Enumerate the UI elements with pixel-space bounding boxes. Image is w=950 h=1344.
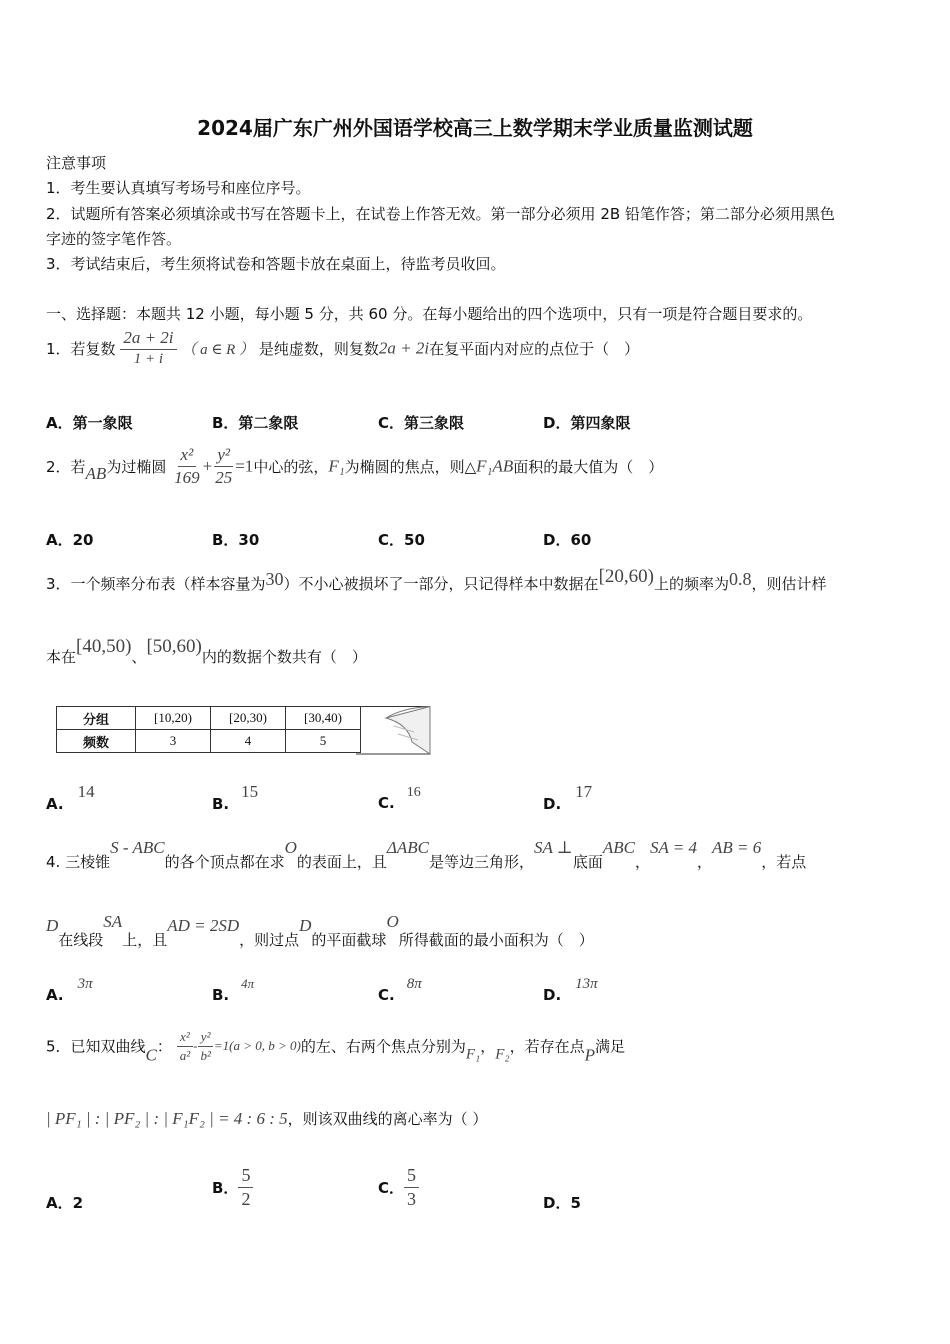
page-title: 2024届广东广州外国语学校高三上数学期末学业质量监测试题 bbox=[197, 116, 753, 140]
torn-corner-icon bbox=[356, 706, 432, 756]
table-row: 频数 3 4 5 bbox=[57, 730, 432, 753]
question-2: 2．若AB为过椭圆 $\frac{\text{x²}}{169}$ + $\frac{\text{y²}}{25}$ =1中心的弦，F₁为椭圆的焦点，则△F₁AB面积的最大值为（ ） bbox=[46, 445, 664, 487]
question-4: 4. 三棱锥S - ABC的各个顶点都在求O的表面上，且ΔABC是等边三角形，SA ⊥底面ABC，SA = 4，AB = 6，若点 bbox=[46, 838, 807, 871]
question-3: 3．一个频率分布表（样本容量为30）不小心被损坏了一部分，只记得样本中数据在[20,60)上的频率为0.8，则估计样 bbox=[46, 566, 827, 593]
fraction: $\frac{5}{3}$ bbox=[404, 1166, 419, 1209]
question-4-line2: D在线段SA上，且AD = 2SD，则过点D的平面截球O所得截面的最小面积为（ ） bbox=[46, 912, 594, 949]
option-b[interactable]: B．30 bbox=[212, 531, 260, 549]
option-a[interactable]: A．20 bbox=[46, 531, 94, 549]
frequency-table bbox=[56, 706, 432, 753]
option-c[interactable]: C.8π bbox=[378, 976, 422, 1004]
option-a[interactable]: A.14 bbox=[46, 782, 95, 813]
question-3-line2: 本在[40,50)、[50,60)内的数据个数共有（ ） bbox=[46, 636, 367, 666]
option-c[interactable]: C． $\frac{5}{3}$ bbox=[378, 1166, 419, 1209]
option-b[interactable]: B． $\frac{5}{2}$ bbox=[212, 1166, 253, 1209]
option-b[interactable]: B.15 bbox=[212, 782, 259, 813]
option-c[interactable]: C．50 bbox=[378, 531, 425, 549]
fraction: $\frac{\text{x²}}{169}$ bbox=[174, 445, 200, 487]
notice-heading: 注意事项 bbox=[46, 154, 107, 172]
fraction: $\frac{5}{2}$ bbox=[238, 1166, 253, 1209]
option-d[interactable]: D.17 bbox=[543, 782, 593, 813]
notice-item: 2．试题所有答案必须填涂或书写在答题卡上，在试卷上作答无效。第一部分必须用 2B 铅笔作答；第二部分必须用黑色 bbox=[46, 205, 835, 223]
table-row: 分组 [10,20) [20,30) [30,40) bbox=[57, 707, 432, 730]
option-d[interactable]: D．第四象限 bbox=[543, 414, 631, 432]
option-b[interactable]: B．第二象限 bbox=[212, 414, 299, 432]
option-c[interactable]: C．第三象限 bbox=[378, 414, 465, 432]
question-1: 1．若复数 $\frac{2a + 2i}{1 + i}$ （ a ∈ R ） 是纯虚数，则复数2a + 2i在复平面内对应的点位于（ ） bbox=[46, 328, 640, 367]
option-d[interactable]: D.13π bbox=[543, 976, 598, 1004]
fraction: $\frac{\text{y²}}{\text{b²}}$ bbox=[197, 1030, 213, 1062]
fraction: $\frac{2a + 2i}{1 + i}$ bbox=[120, 329, 176, 368]
question-5-line2: | PF₁ | : | PF₂ | : | F₁F₂ | = 4 : 6 : 5，则该双曲线的离心率为（ ） bbox=[46, 1109, 488, 1128]
option-d[interactable]: D．60 bbox=[543, 531, 592, 549]
question-5: 5．已知双曲线C： $\frac{\text{x²}}{\text{a²}}$ - $\frac{\text{y²}}{\text{b²}}$ =1(a > 0, b > 0)的左、右两个焦点分别为F₁，F₂，若存在点P满足 bbox=[46, 1029, 626, 1065]
option-a[interactable]: A．第一象限 bbox=[46, 414, 133, 432]
option-c[interactable]: C.16 bbox=[378, 785, 421, 812]
notice-item: 字迹的签字笔作答。 bbox=[46, 230, 182, 248]
notice-item: 3．考试结束后，考生须将试卷和答题卡放在桌面上，待监考员收回。 bbox=[46, 255, 506, 273]
option-a[interactable]: A.3π bbox=[46, 976, 93, 1004]
option-b[interactable]: B.4π bbox=[212, 976, 255, 1004]
fraction: $\frac{\text{y²}}{25}$ bbox=[215, 445, 233, 487]
option-d[interactable]: D．5 bbox=[543, 1194, 581, 1212]
section-heading: 一、选择题：本题共 12 小题，每小题 5 分，共 60 分。在每小题给出的四个选项中，只有一项是符合题目要求的。 bbox=[46, 305, 813, 323]
fraction: $\frac{\text{x²}}{\text{a²}}$ bbox=[177, 1030, 193, 1062]
notice-item: 1．考生要认真填写考场号和座位序号。 bbox=[46, 179, 311, 197]
option-a[interactable]: A．2 bbox=[46, 1194, 84, 1212]
